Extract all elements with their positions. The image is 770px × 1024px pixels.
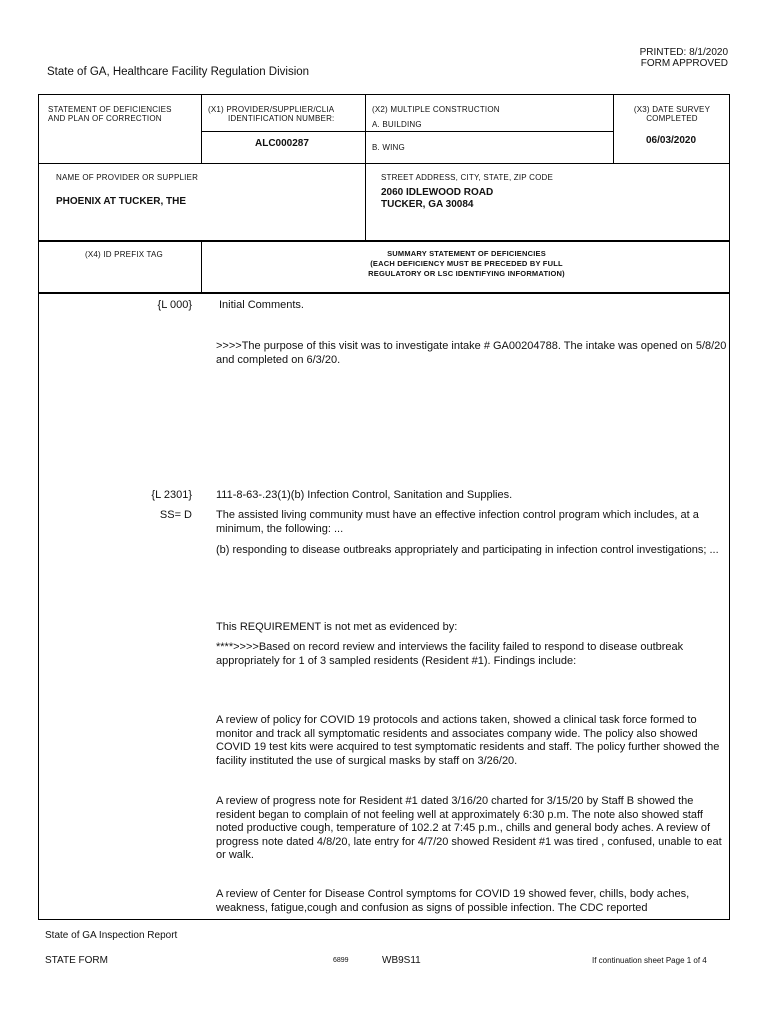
x3-label: (X3) DATE SURVEY COMPLETED [633,105,711,123]
x2-label: (X2) MULTIPLE CONSTRUCTION [372,105,500,114]
divider [365,164,366,240]
form-code: 6899 [333,957,349,964]
divider [38,292,730,294]
based-on-paragraph: ****>>>>Based on record review and interviews the facility failed to respond to disease outbreak appropriately for 1 of 3 sampled residents (Resident #1). Findings include: [216,641,684,667]
provider-name: PHOENIX AT TUCKER, THE [56,196,187,207]
purpose-paragraph: >>>>The purpose of this visit was to investigate intake # GA00204788. The intake was opened on 5/8/20 and completed on 6/3/20. [216,340,727,366]
divider [201,94,202,164]
provider-id-number: ALC000287 [255,138,309,149]
inspection-report-label: State of GA Inspection Report [45,930,178,941]
divider [38,163,730,164]
divider [365,131,613,132]
x4-label: (X4) ID PREFIX TAG [85,250,163,259]
rule-title: 111-8-63-.23(1)(b) Infection Control, Sanitation and Supplies. [216,489,513,501]
x1-label: (X1) PROVIDER/SUPPLIER/CLIA IDENTIFICATION NUMBER: [208,105,335,123]
scope-severity: SS= D [159,509,192,521]
address-line-1: 2060 IDLEWOOD ROAD [381,187,494,198]
x2-wing: B. WING [372,143,405,152]
initial-comments: Initial Comments. [219,299,304,311]
rule-b-paragraph: (b) responding to disease outbreaks appropriately and participating in infection control investigations; ... [216,544,719,556]
x2-building: A. BUILDING [372,120,422,129]
divider [201,241,202,293]
event-id: WB9S11 [382,955,421,966]
survey-date: 06/03/2020 [646,135,697,146]
printed-date: PRINTED: 8/1/2020 [639,47,728,58]
continuation-note: If continuation sheet Page 1 of 4 [592,956,707,965]
agency-title: State of GA, Healthcare Facility Regulation Division [47,66,310,78]
policy-paragraph: A review of policy for COVID 19 protocols and actions taken, showed a clinical task force formed to monitor and track all symptomatic residents and associates company wide. The policy also showed COVID 19 test kits were acquired to test symptomatic residents and staff. The policy further showed the facility instituted the use of surgical masks by staff on 3/26/20. [216,714,720,767]
address-label: STREET ADDRESS, CITY, STATE, ZIP CODE [381,173,554,182]
progress-note-paragraph: A review of progress note for Resident #1 dated 3/16/20 charted for 3/15/20 by Staff B showed the resident began to complain of not feeling well at approximately 6:30 p.m. The note also showed staff noted productive cough, temperature of 102.2 at 7:45 p.m., chills and general body aches. A review of progress note dated 4/8/20, late entry for 4/7/20 showed Resident #1 was tired , confused, unable to eat or walk. [216,795,722,861]
rule-paragraph: The assisted living community must have an effective infection control program which includes, at a minimum, the following: ... [216,509,699,535]
state-form-label: STATE FORM [45,955,108,966]
requirement-statement: This REQUIREMENT is not met as evidenced by: [216,621,458,633]
address-line-2: TUCKER, GA 30084 [381,199,474,210]
form-approved: FORM APPROVED [640,58,728,69]
summary-header: SUMMARY STATEMENT OF DEFICIENCIES (EACH DEFICIENCY MUST BE PRECEDED BY FULL REGULATORY OR LSC IDENTIFYING INFORMATION) [368,249,565,278]
divider [613,94,614,164]
prefix-tag-l2301: {L 2301} [151,489,192,501]
statement-label: STATEMENT OF DEFICIENCIES AND PLAN OF CORRECTION [48,105,172,123]
cdc-paragraph: A review of Center for Disease Control symptoms for COVID 19 showed fever, chills, body aches, weakness, fatigue,cough and confusion as signs of possible infection. The CDC reported [216,888,690,914]
divider [38,240,730,242]
provider-name-label: NAME OF PROVIDER OR SUPPLIER [56,173,199,182]
prefix-tag-l000: {L 000} [157,299,192,311]
divider [365,94,366,164]
divider [201,131,365,132]
